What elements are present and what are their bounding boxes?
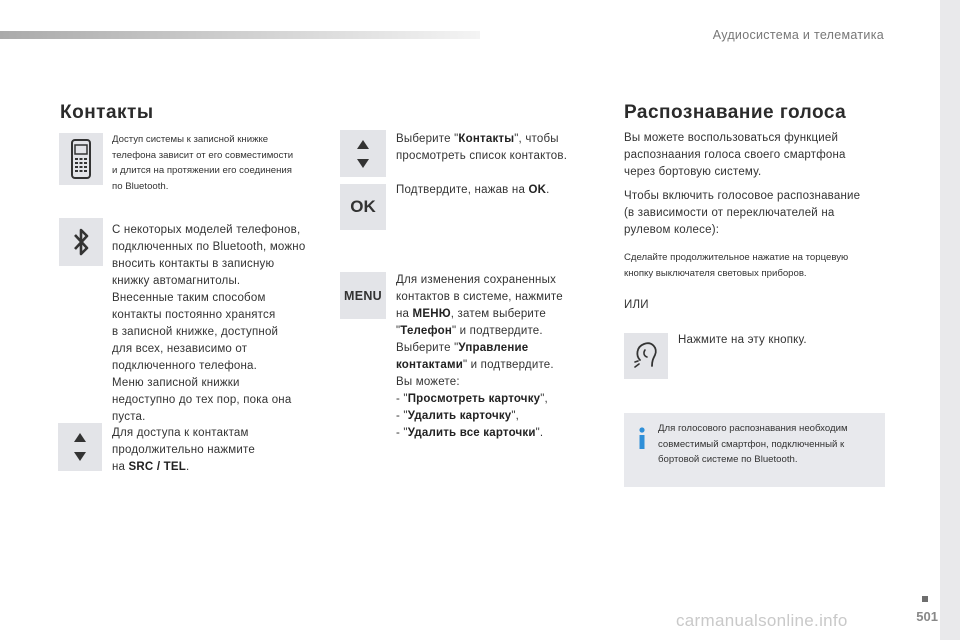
contacts-intro-text: Доступ системы к записной книжке телефона зависит от его совместимости и длится на протяжении его соединения по Bluetooth. bbox=[112, 134, 294, 192]
edit-contacts-text: Для изменения сохраненных контактов в системе, нажмите на МЕНЮ, затем выберите "Телефон" и подтвердите. Выберите "Управление контактами" и подтвердите. Вы можете: - "Просмотреть карточку", - "Удалить карточку", - "Удалить все карточки". bbox=[396, 274, 563, 439]
page-number: 501 bbox=[916, 609, 938, 624]
voice-button-box bbox=[624, 333, 668, 379]
voice-command-icon bbox=[631, 340, 661, 372]
menu-button bbox=[340, 272, 386, 319]
contacts-title: Контакты bbox=[60, 102, 154, 123]
info-icon bbox=[638, 427, 646, 449]
press-button-text: Нажмите на эту кнопку. bbox=[678, 334, 807, 346]
voice-title: Распознавание голоса bbox=[624, 102, 847, 123]
info-note-text: Для голосового распознавания необходим совместимый смартфон, подключенный к бортовой системе по Bluetooth. bbox=[658, 423, 848, 465]
confirm-ok-text: Подтвердите, нажав на OK. bbox=[396, 184, 550, 196]
up-down-arrows-icon bbox=[353, 136, 373, 172]
section-header: Аудиосистема и телематика bbox=[712, 28, 884, 42]
up-down-arrows-icon bbox=[70, 429, 90, 465]
or-text: ИЛИ bbox=[624, 299, 649, 311]
select-contacts-text: Выберите "Контакты", чтобы просмотреть список контактов. bbox=[396, 133, 568, 162]
bluetooth-icon-box bbox=[59, 218, 103, 266]
voice-enable-text: Чтобы включить голосовое распознавание (в зависимости от переключателей на рулевом колесе): bbox=[624, 190, 861, 236]
watermark: carmanualsonline.info bbox=[676, 611, 848, 630]
menu-button-label: MENU bbox=[343, 288, 382, 303]
info-note bbox=[624, 413, 885, 487]
page-marker bbox=[922, 596, 928, 602]
ok-button-label: OK bbox=[350, 197, 376, 216]
select-arrows-box bbox=[340, 130, 386, 177]
voice-long-press-text: Сделайте продолжительное нажатие на торцевую кнопку выключателя световых приборов. bbox=[624, 252, 849, 279]
ok-button bbox=[340, 184, 386, 230]
phone-icon bbox=[70, 139, 92, 179]
voice-intro-text: Вы можете воспользоваться функцией распознаания голоса своего смартфона через бортовую систему. bbox=[624, 132, 846, 178]
contacts-access-text: Для доступа к контактам продолжительно нажмите на SRC / TEL. bbox=[112, 427, 255, 473]
phone-icon-box bbox=[59, 133, 103, 185]
bluetooth-contacts-text: С некоторых моделей телефонов, подключенных по Bluetooth, можно вносить контакты в записную книжку автомагнитолы. Внесенные таким способом контакты постоянно хранятся в записной книжке, доступной для всех, независимо от подключенного телефона. Меню записной книжки недоступно до тех пор, пока она пуста. bbox=[112, 224, 306, 423]
top-gradient-bar bbox=[0, 31, 480, 39]
src-tel-arrows-box bbox=[58, 423, 102, 471]
bluetooth-icon bbox=[72, 226, 90, 258]
right-edge-strip bbox=[940, 0, 960, 640]
